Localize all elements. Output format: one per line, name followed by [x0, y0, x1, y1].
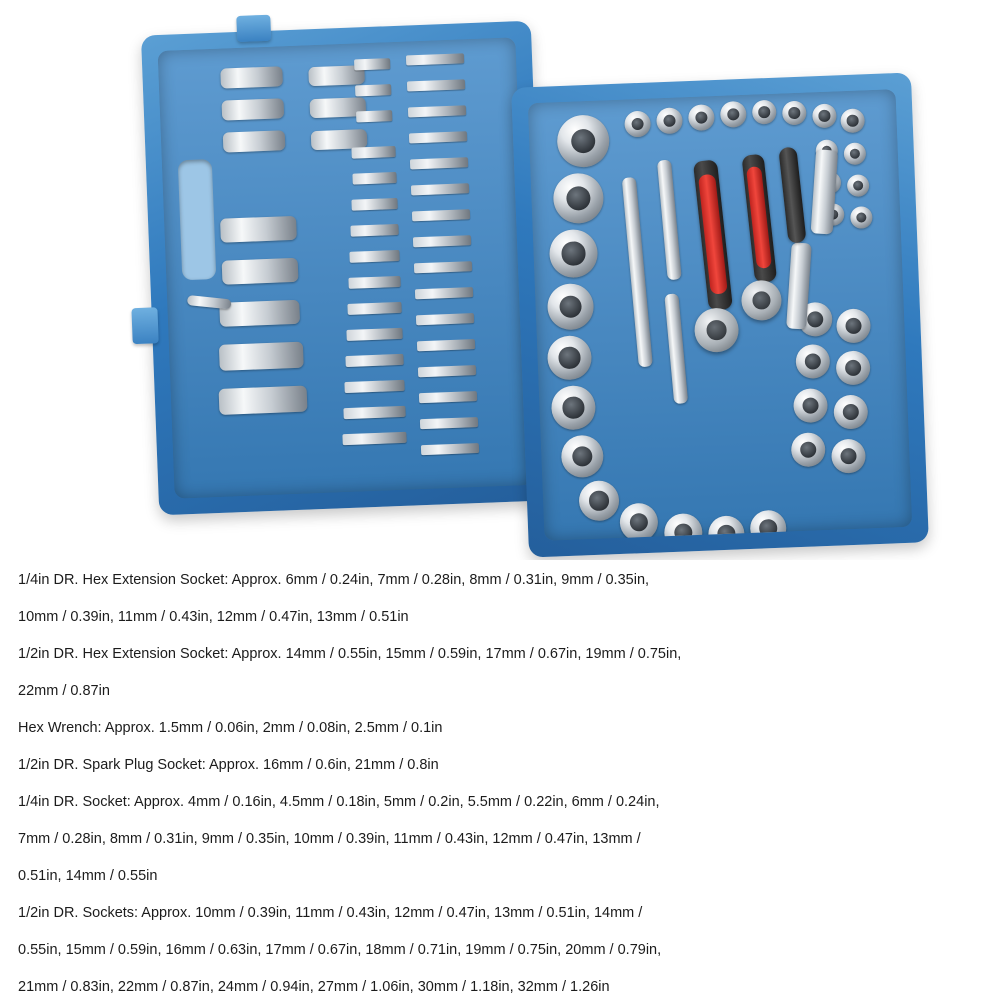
screwdriver-bit: [349, 250, 399, 263]
socket: [750, 510, 787, 541]
socket: [547, 335, 593, 381]
spec-line: 7mm / 0.28in, 8mm / 0.31in, 9mm / 0.35in, 10mm / 0.39in, 11mm / 0.43in, 12mm / 0.47in, 13mm /: [18, 831, 641, 847]
small-socket: [752, 100, 777, 125]
socket: [578, 480, 620, 522]
socket: [793, 388, 828, 423]
small-socket: [840, 108, 865, 133]
screwdriver-bit: [419, 391, 477, 403]
small-socket: [688, 104, 715, 131]
socket: [791, 432, 826, 467]
spec-line: 0.51in, 14mm / 0.55in: [18, 868, 158, 884]
socket: [708, 515, 745, 541]
screwdriver-bit: [351, 198, 397, 211]
case-lid: [141, 21, 549, 516]
tool-case: [140, 10, 930, 555]
socket: [831, 439, 866, 474]
small-socket: [656, 107, 683, 134]
socket: [833, 394, 868, 429]
base-tray: [528, 89, 913, 541]
screwdriver-bit: [412, 209, 470, 221]
screwdriver-bit: [345, 354, 403, 367]
screwdriver-bit: [408, 105, 466, 117]
ratchet-head-small: [741, 280, 783, 322]
case-base: [511, 72, 929, 557]
socket: [795, 344, 830, 379]
small-socket: [843, 142, 866, 165]
screwdriver-bit: [354, 58, 390, 70]
spec-line: 22mm / 0.87in: [18, 683, 110, 699]
socket: [664, 513, 703, 541]
screwdriver-bit: [352, 172, 396, 185]
screwdriver-bit: [411, 183, 469, 195]
screwdriver-bit: [420, 417, 478, 429]
small-socket: [850, 206, 873, 229]
screwdriver-bit: [418, 365, 476, 377]
deep-socket: [220, 216, 297, 243]
spec-line: Hex Wrench: Approx. 1.5mm / 0.06in, 2mm / 0.08in, 2.5mm / 0.1in: [18, 720, 443, 736]
small-socket: [720, 101, 747, 128]
screwdriver-bit: [348, 276, 400, 289]
small-socket: [847, 174, 870, 197]
deep-socket: [222, 258, 299, 285]
small-socket: [782, 101, 807, 126]
screwdriver-bit: [414, 261, 472, 273]
specifications-list: [18, 562, 983, 1006]
socket: [619, 503, 658, 541]
screwdriver-bit: [356, 110, 392, 122]
screwdriver-bit: [417, 339, 475, 351]
small-socket: [812, 103, 837, 128]
deep-socket: [221, 98, 284, 120]
socket: [547, 283, 595, 331]
screwdriver-bit: [421, 443, 479, 455]
spec-line: 21mm / 0.83in, 22mm / 0.87in, 24mm / 0.94in, 27mm / 1.06in, 30mm / 1.18in, 32mm / 1.26in: [18, 979, 610, 995]
spec-line: 1/2in DR. Hex Extension Socket: Approx. 14mm / 0.55in, 15mm / 0.59in, 17mm / 0.67in, 19mm / 0.75in,: [18, 646, 682, 662]
ratchet-handle-small: [741, 154, 777, 284]
screwdriver-bit: [342, 432, 406, 445]
socket: [549, 229, 599, 279]
deep-socket: [220, 66, 283, 88]
screwdriver-bit: [346, 328, 402, 341]
case-latch-side: [131, 307, 158, 344]
deep-socket: [219, 386, 308, 415]
extension-bar-long: [622, 177, 653, 367]
spec-line: 10mm / 0.39in, 11mm / 0.43in, 12mm / 0.47in, 13mm / 0.51in: [18, 609, 409, 625]
sliding-t-handle: [778, 146, 806, 243]
extension-bar-short: [657, 159, 682, 280]
screwdriver-bit: [409, 131, 467, 143]
socket: [835, 350, 870, 385]
screwdriver-bit: [406, 53, 464, 65]
lid-tray: [158, 37, 533, 498]
screwdriver-bit: [351, 146, 395, 159]
screwdriver-bit: [410, 157, 468, 169]
hex-wrench: [187, 295, 232, 309]
case-latch-top: [236, 15, 271, 42]
screwdriver-bit: [343, 406, 405, 419]
screwdriver-bit: [355, 84, 391, 96]
screwdriver-bit: [347, 302, 401, 315]
socket: [552, 172, 604, 224]
extension-bar: [664, 293, 688, 404]
screwdriver-bit: [413, 235, 471, 247]
socket: [551, 385, 597, 431]
lid-grip-slot: [178, 159, 217, 280]
socket: [561, 435, 605, 479]
deep-socket: [219, 300, 300, 327]
spec-line: 1/2in DR. Sockets: Approx. 10mm / 0.39in, 11mm / 0.43in, 12mm / 0.47in, 13mm / 0.51in, 14mm /: [18, 905, 643, 921]
socket: [836, 308, 871, 343]
deep-socket: [219, 342, 304, 371]
ratchet-handle-large: [693, 159, 733, 311]
spec-line: 0.55in, 15mm / 0.59in, 16mm / 0.63in, 17mm / 0.67in, 18mm / 0.71in, 19mm / 0.75in, 20mm / 0.79in,: [18, 942, 662, 958]
screwdriver-bit: [407, 79, 465, 91]
spec-line: 1/2in DR. Spark Plug Socket: Approx. 16mm / 0.6in, 21mm / 0.8in: [18, 757, 439, 773]
screwdriver-bit: [416, 313, 474, 325]
ratchet-head-large: [694, 307, 740, 353]
screwdriver-bit: [344, 380, 404, 393]
screwdriver-bit: [415, 287, 473, 299]
screwdriver-bit: [350, 224, 398, 237]
small-socket: [624, 111, 651, 138]
spec-line: 1/4in DR. Hex Extension Socket: Approx. 6mm / 0.24in, 7mm / 0.28in, 8mm / 0.31in, 9mm / 0.35in,: [18, 572, 650, 588]
socket: [556, 114, 610, 168]
deep-socket: [223, 130, 286, 152]
spec-line: 1/4in DR. Socket: Approx. 4mm / 0.16in, 4.5mm / 0.18in, 5mm / 0.2in, 5.5mm / 0.22in, 6mm / 0.24in,: [18, 794, 660, 810]
